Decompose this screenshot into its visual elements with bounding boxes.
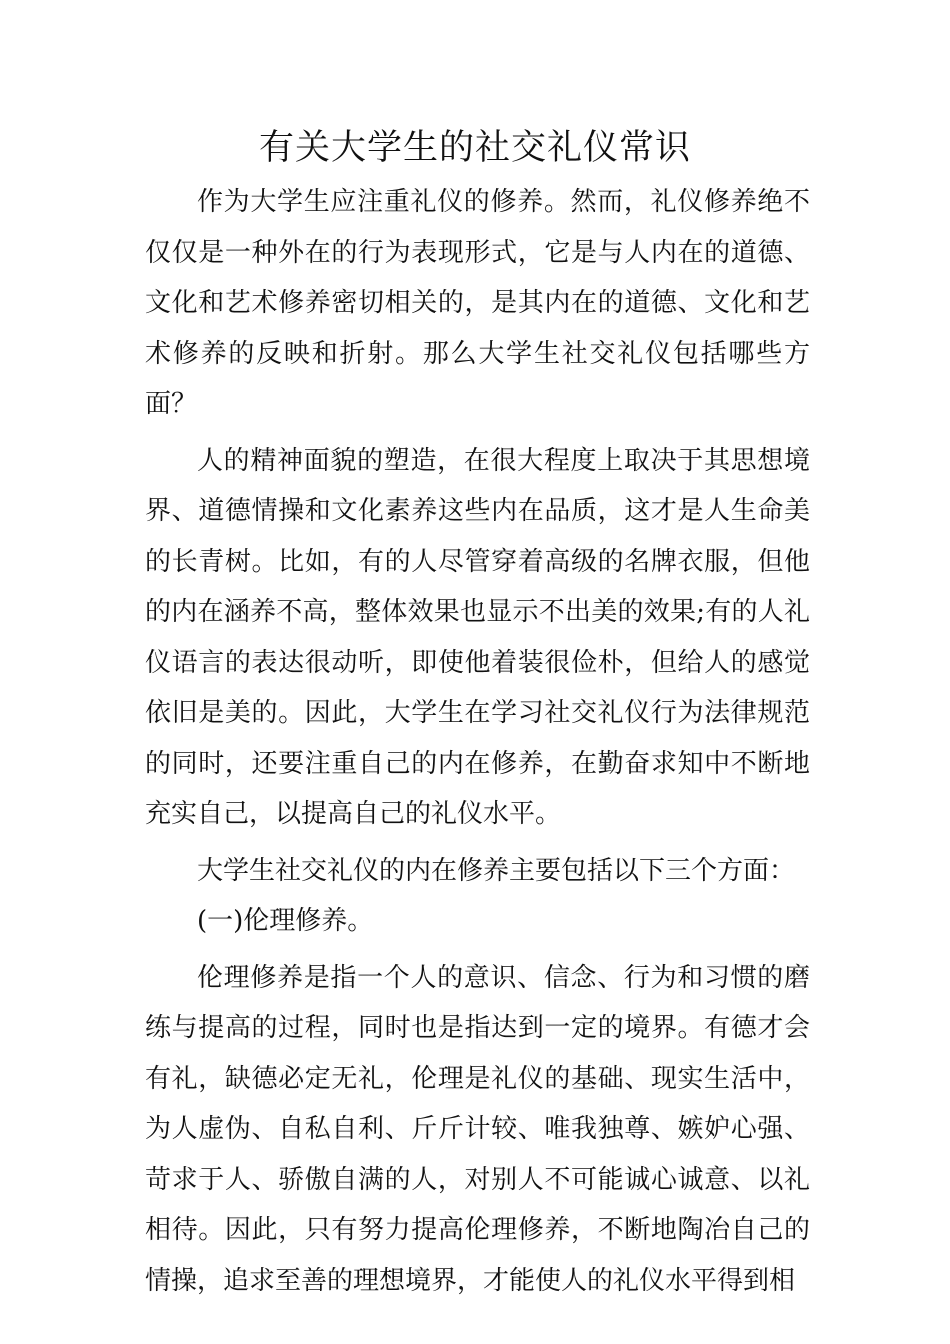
- section-heading-ethics: (一)伦理修养。: [197, 906, 374, 936]
- document-title: 有关大学生的社交礼仪常识: [258, 128, 691, 168]
- paragraph-intro: 作为大学生应注重礼仪的修养。然而，礼仪修养绝不仅仅是一种外在的行为表现形式，它是与人内在的道德、文化和艺术修养密切相关的，是其内在的道德、文化和艺术修养的反映和折射。那么大学生社交礼仪包括哪些方面？: [145, 187, 810, 419]
- paragraph-ethics: 伦理修养是指一个人的意识、信念、行为和习惯的磨练与提高的过程，同时也是指达到一定的境界。有德才会有礼，缺德必定无礼，伦理是礼仪的基础、现实生活中，为人虚伪、自私自利、斤斤计较、唯我独尊、嫉妒心强、苛求于人、骄傲自满的人，对别人不可能诚心诚意、以礼相待。因此，只有努力提高伦理修养，不断地陶冶自己的情操，追求至善的理想境界，才能使人的礼仪水平得到相: [145, 962, 810, 1296]
- paragraph-three-aspects: 大学生社交礼仪的内在修养主要包括以下三个方面：: [197, 855, 796, 886]
- document-body: [145, 177, 810, 1306]
- paragraph-inner-quality: 人的精神面貌的塑造，在很大程度上取决于其思想境界、道德情操和文化素养这些内在品质，这才是人生命美的长青树。比如，有的人尽管穿着高级的名牌衣服，但他的内在涵养不高，整体效果也显示不出美的效果;有的人礼仪语言的表达很动听，即使他着装很俭朴，但给人的感觉依旧是美的。因此，大学生在学习社交礼仪行为法律规范的同时，还要注重自己的内在修养，在勤奋求知中不断地充实自己，以提高自己的礼仪水平。: [145, 445, 810, 829]
